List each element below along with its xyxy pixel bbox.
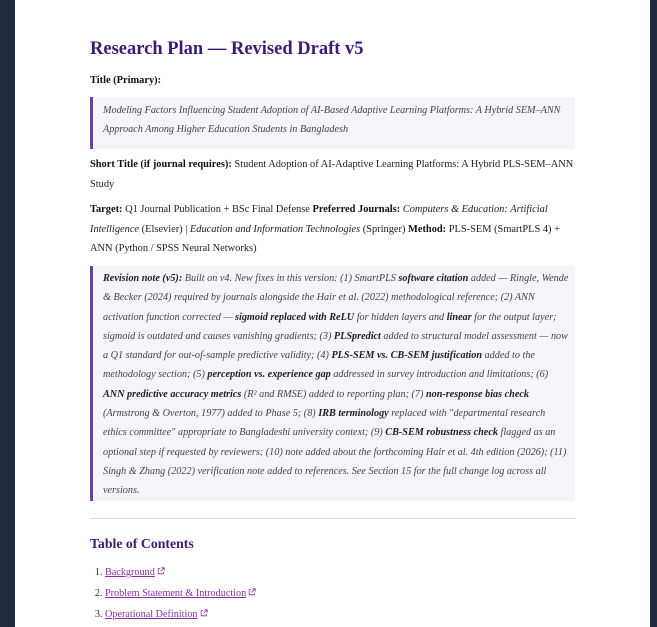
target-text: Q1 Journal Publication + BSc Final Defense (125, 204, 310, 215)
revision-text: Built on v4. New fixes in this version: (1) SmartPLS (184, 273, 396, 284)
revision-highlight: IRB terminology (318, 408, 389, 420)
revision-highlight: perception vs. experience gap (207, 369, 331, 381)
revision-label: Revision note (v5): (103, 273, 183, 284)
title-text: Modeling Factors Influencing Student Adoption of AI-Based Adaptive Learning Platforms: A Hybrid SEM–ANN Approach Among Higher Education Students in Bangladesh (103, 105, 561, 135)
revision-text: (R² and RMSE) added to reporting plan; (7) (243, 388, 424, 400)
revision-highlight: ANN predictive accuracy metrics (103, 388, 242, 400)
revision-text: added to the methodology section; (5) (103, 350, 535, 381)
revision-note-blockquote (90, 266, 575, 501)
title-label: Title (Primary): (90, 75, 162, 86)
method-label: Method: (408, 223, 447, 235)
revision-highlight: non-response bias check (425, 388, 529, 400)
revision-text: addressed in survey introduction and limitations; (6) (333, 369, 549, 381)
publisher-1: (Elsevier) | (141, 223, 188, 235)
section-divider (90, 518, 575, 519)
revision-highlight: software citation (398, 273, 469, 284)
revision-text: replaced with "departmental research ethics committee" appropriate to Bangladeshi university context; (9) (103, 408, 546, 439)
page-title: Research Plan — Revised Draft v5 (90, 39, 364, 59)
target-paragraph (90, 200, 575, 259)
short-title-text: Student Adoption of AI-Adaptive Learning Platforms: A Hybrid PLS-SEM–ANN Study (90, 159, 574, 190)
journal-2: Education and Information Technologies (189, 223, 361, 235)
method-text: PLS-SEM (SmartPLS 4) + ANN (Python / SPSS Neural Networks) (90, 223, 560, 254)
toc-heading: Table of Contents (90, 536, 194, 551)
revision-text: (Armstrong & Overton, 1977) added to Phase 5; (8) (103, 408, 316, 420)
revision-text: added to structural model assessment — now a Q1 standard for out-of-sample predictive validity; (4) (103, 330, 568, 362)
short-title-label: Short Title (if journal requires): (90, 159, 232, 170)
revision-highlight: sigmoid replaced with ReLU (235, 311, 355, 323)
revision-text: for hidden layers and (356, 311, 445, 323)
toc-link-background[interactable]: Background (105, 567, 155, 578)
revision-text: for the output layer; sigmoid is outdated and causes vanishing gradients; (3) (103, 311, 557, 342)
journals-label: Preferred Journals: (312, 204, 401, 215)
document-page (15, 0, 650, 627)
toc-item (105, 586, 256, 607)
toc-item (105, 565, 256, 586)
revision-highlight: PLS-SEM vs. CB-SEM justification (331, 350, 483, 362)
revision-text: added — Ringle, Wende & Becker (2024) required by journals alongside the Hair et al. (2022) methodological reference; (2) ANN activation function corrected — (103, 273, 569, 323)
revision-text: flagged as an optional step if requested by reviewers; (10) note added about the forthcoming Hair et al. 4th edition (2026); (11) Singh & Zhang (2022) verification note added to references. See Section 15 for the full change log across all versions. (103, 427, 567, 497)
toc-link-problem-statement[interactable]: Problem Statement & Introduction (105, 588, 247, 599)
short-title-paragraph (90, 155, 575, 194)
external-link-icon (200, 609, 208, 617)
toc-item (105, 607, 256, 627)
journal-1: Computers & Education: Artificial Intelligence (90, 204, 548, 235)
external-link-icon (248, 588, 256, 596)
title-blockquote (90, 97, 575, 149)
publisher-2: (Springer) (362, 223, 406, 235)
revision-highlight: PLSpredict (333, 330, 381, 342)
title-label-paragraph (90, 71, 575, 91)
toc-link-operational-definition[interactable]: Operational Definition (105, 609, 198, 620)
external-link-icon (157, 567, 165, 575)
revision-highlight: linear (446, 311, 472, 323)
revision-highlight: CB-SEM robustness check (385, 427, 498, 439)
target-label: Target: (90, 204, 123, 215)
table-of-contents (90, 565, 256, 627)
